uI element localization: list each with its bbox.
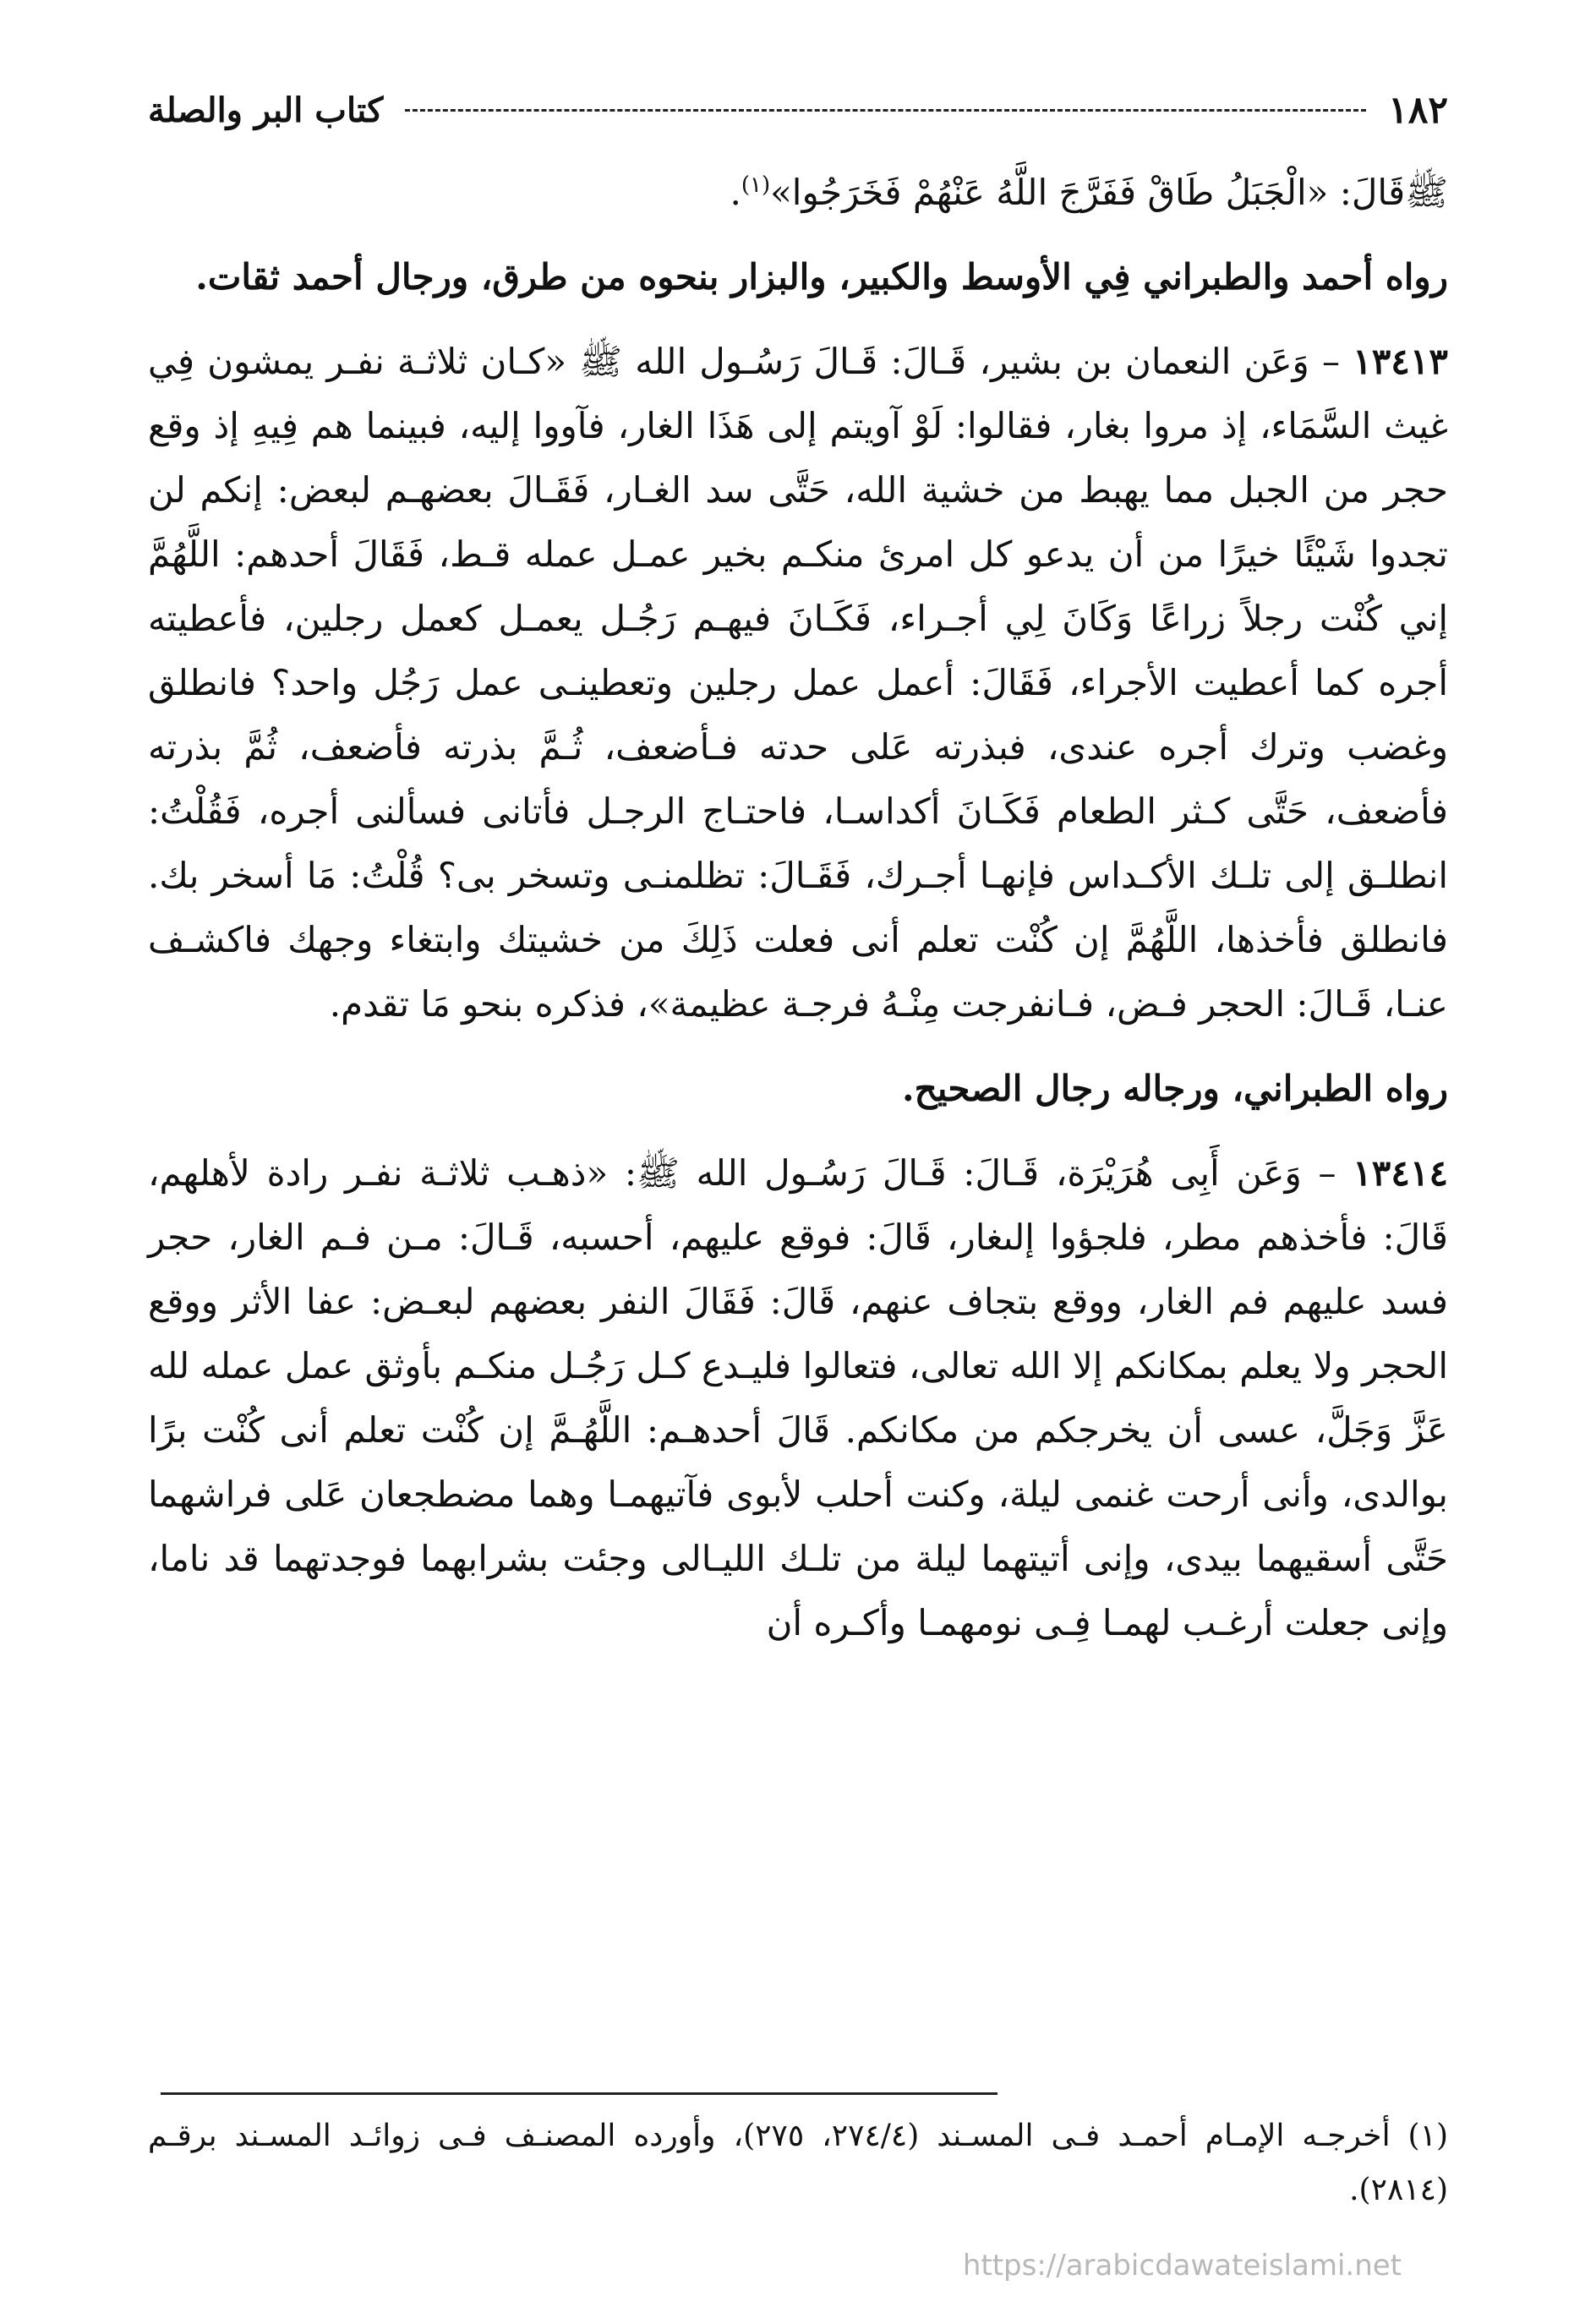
page-header bbox=[148, 80, 1448, 139]
paragraph-hadith-end: ﷺقَالَ: «الْجَبَلُ طَاقْ فَفَرَّجَ اللَّهُ عَنْهُمْ فَخَرَجُوا»$^{(١)}$. bbox=[730, 172, 1448, 213]
paragraph-narration bbox=[148, 245, 1448, 309]
paragraph-gap bbox=[148, 309, 1448, 330]
paragraph-text: – وَعَن النعمان بن بشير، قَـالَ: قَـالَ رَسُـول الله ﷺ «كـان ثلاثـة نفـر يمشون فِي غيث السَّمَاء، إذ مروا بغار، فقالوا: لَوْ آويتم إلى هَذَا الغار، فآووا إليه، فبينما هم فِيهِ إذ وقع حجر من الجبل مما يهبط من خشية الله، حَتَّى سد الغـار، فَقَـالَ بعضهـم لبعض: إنكم لن تجدوا شَيْئًا خيرًا من أن يدعو كل امرئ منكـم بخير عمـل عمله قـط، فَقَالَ أحدهم: اللَّهُمَّ إني كُنْت رجلاً زراعًا وَكَانَ لِي أجـراء، فَكَـانَ فيهـم رَجُـل يعمـل كعمل رجلين، فأعطيته أجره كما أعطيت الأجراء، فَقَالَ: أعمل عمل رجلين وتعطينـى عمل رَجُل واحد؟ فانطلق وغضب وترك أجره عندى، فبذرته عَلى حدته فـأضعف، ثُـمَّ بذرته فأضعف، ثُمَّ بذرته فأضعف، حَتَّى كـثر الطعام فَكَـانَ أكداسـا، فاحتـاج الرجـل فأتانى فسألنى أجره، فَقُلْتُ: انطلـق إلى تلـك الأكـداس فإنهـا أجـرك، فَقَـالَ: تظلمنـى وتسخر بى؟ قُلْتُ: مَا أسخر بك. فانطلق فأخذها، اللَّهُمَّ إن كُنْت تعلم أنى فعلت ذَلِكَ من خشيتك وابتغاء وجهك فاكشـف عنـا، قَـالَ: الحجر فـض، فـانفرجت مِنْـهُ فرجـة عظيمة»، فذكره بنحو مَا تقدم. bbox=[148, 341, 1448, 1025]
footnotes bbox=[148, 2109, 1448, 2217]
paragraph-text: رواه أحمد والطبراني فِي الأوسط والكبير، والبزار بنحوه من طرق، ورجال أحمد ثقات. bbox=[195, 256, 1448, 298]
paragraph-gap bbox=[148, 1121, 1448, 1141]
footnote-1: (١) أخرجـه الإمـام أحمـد فـى المسـند (٢٧٤/٤، ٢٧٥)، وأورده المصنـف فـى زوائـد المسـند برقـم (٢٨١٤). bbox=[148, 2119, 1448, 2207]
header-dashed-rule bbox=[405, 109, 1366, 112]
paragraph-text: ﷺقَالَ: «الْجَبَلُ طَاقْ فَفَرَّجَ اللَّهُ عَنْهُمْ فَخَرَجُوا» bbox=[770, 172, 1448, 213]
footnote-separator bbox=[161, 2092, 998, 2095]
book-title: كتاب البر والصلة bbox=[148, 90, 384, 130]
paragraph-text: رواه الطبراني، ورجاله رجال الصحيح. bbox=[901, 1068, 1448, 1109]
paragraph-gap bbox=[148, 1036, 1448, 1057]
main-text bbox=[148, 161, 1448, 1655]
paragraph-gap bbox=[148, 225, 1448, 245]
hadith-number: ١٣٤١٣ bbox=[1353, 341, 1448, 382]
page-number: ١٨٢ bbox=[1388, 88, 1448, 132]
footnote-reference: (١) bbox=[741, 172, 771, 198]
paragraph-hadith-13414 bbox=[148, 1141, 1448, 1655]
paragraph-hadith-13413 bbox=[148, 330, 1448, 1036]
hadith-number: ١٣٤١٤ bbox=[1353, 1152, 1448, 1194]
watermark-url: https://arabicdawateislami.net bbox=[962, 2249, 1402, 2283]
paragraph-narration bbox=[148, 1057, 1448, 1121]
paragraph-text: – وَعَن أَبِى هُرَيْرَة، قَـالَ: قَـالَ رَسُـول الله ﷺ: «ذهـب ثلاثـة نفـر رادة لأهلهم، قَالَ: فأخذهم مطر، فلجؤوا إلىغار، قَالَ: فوقع عليهم، أحسبه، قَـالَ: مـن فـم الغار، حجر فسد عليهم فم الغار، ووقع بتجاف عنهم، قَالَ: فَقَالَ النفر بعضهم لبعـض: عفا الأثر ووقع الحجر ولا يعلم بمكانكم إلا الله تعالى، فتعالوا فليـدع كـل رَجُـل منكـم بأوثق عمل عمله لله عَزَّ وَجَلَّ، عسى أن يخرجكم من مكانكم. قَالَ أحدهـم: اللَّهُـمَّ إن كُنْت تعلم أنى كُنْت برًا بوالدى، وأنى أرحت غنمى ليلة، وكنت أحلب لأبوى فآتيهمـا وهما مضطجعان عَلى فراشهما حَتَّى أسقيهما بيدى، وإنى أتيتهما ليلة من تلـك الليـالى وجئت بشرابهما فوجدتهما قد ناما، وإنى جعلت أرغـب لهمـا فِـى نومهمـا وأكـره أن bbox=[148, 1152, 1448, 1643]
